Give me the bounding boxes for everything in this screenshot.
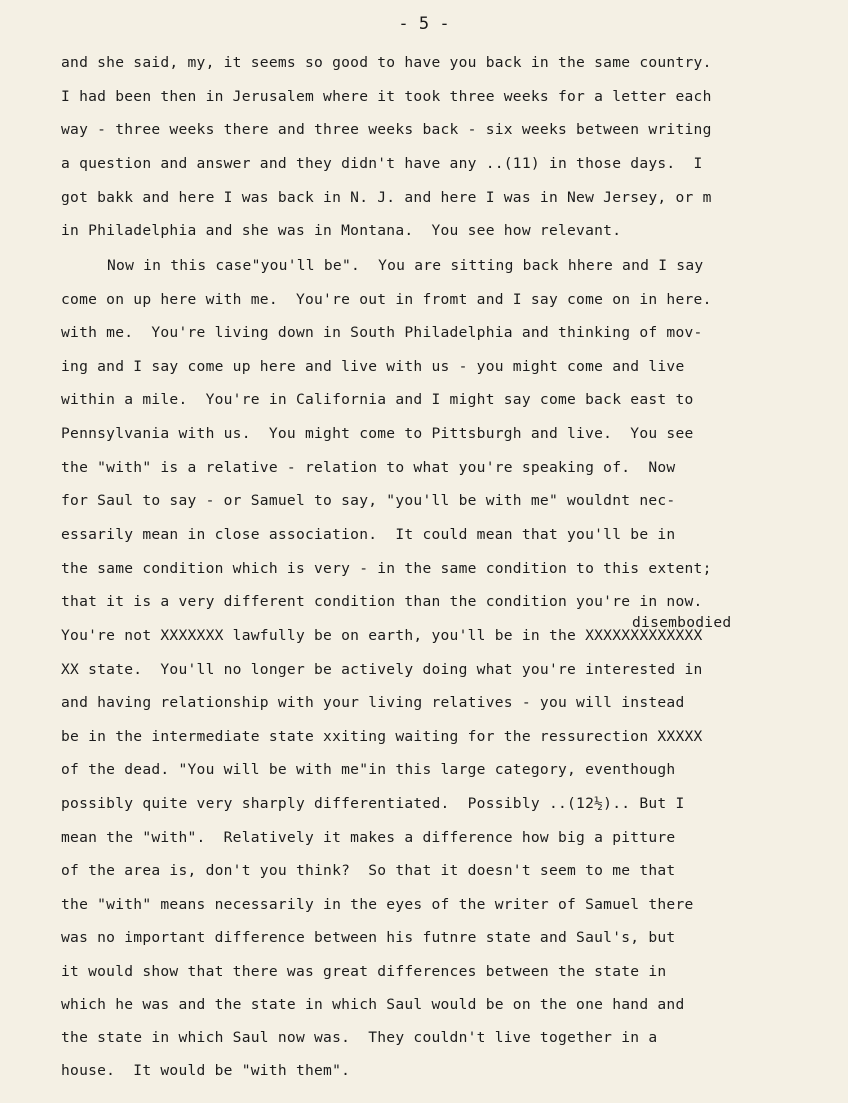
text-line: it would show that there was great differences between the state in (61, 963, 667, 980)
text-line: got bakk and here I was back in N. J. and here I was in New Jersey, or m (61, 189, 712, 206)
text-line: within a mile. You're in California and I might say come back east to (61, 391, 694, 408)
text-line: a question and answer and they didn't have any ..(11) in those days. I (61, 155, 703, 172)
text-line: possibly quite very sharply differentiated. Possibly ..(12½).. But I (61, 795, 685, 812)
text-line: house. It would be "with them". (61, 1062, 351, 1079)
text-line: in Philadelphia and she was in Montana. You see how relevant. (61, 222, 622, 239)
text-line: of the area is, don't you think? So that it doesn't seem to me that (61, 862, 676, 879)
text-line: the same condition which is very - in the same condition to this extent; (61, 560, 712, 577)
text-line: the "with" is a relative - relation to what you're speaking of. Now (61, 459, 676, 476)
text-line: of the dead. "You will be with me"in this large category, eventhough (61, 761, 676, 778)
text-line: and she said, my, it seems so good to have you back in the same country. (61, 54, 712, 71)
text-line: for Saul to say - or Samuel to say, "you'll be with me" wouldnt nec- (61, 492, 676, 509)
text-line: with me. You're living down in South Philadelphia and thinking of mov- (61, 324, 703, 341)
text-line: was no important difference between his futnre state and Saul's, but (61, 929, 676, 946)
text-line: that it is a very different condition than the condition you're in now. (61, 593, 703, 610)
text-line: Now in this case"you'll be". You are sitting back hhere and I say (107, 257, 704, 274)
text-line: essarily mean in close association. It could mean that you'll be in (61, 526, 676, 543)
text-line: ing and I say come up here and live with us - you might come and live (61, 358, 685, 375)
text-line: come on up here with me. You're out in fromt and I say come on in here. (61, 291, 712, 308)
text-line: which he was and the state in which Saul would be on the one hand and (61, 996, 685, 1013)
text-line: the state in which Saul now was. They couldn't live together in a (61, 1029, 658, 1046)
text-line: and having relationship with your living relatives - you will instead (61, 694, 685, 711)
text-line: the "with" means necessarily in the eyes of the writer of Samuel there (61, 896, 694, 913)
text-line: way - three weeks there and three weeks back - six weeks between writing (61, 121, 712, 138)
text-line: mean the "with". Relatively it makes a difference how big a pitture (61, 829, 676, 846)
page-number: - 5 - (398, 14, 450, 34)
interlinear-insertion: disembodied (632, 614, 732, 631)
text-line: XX state. You'll no longer be actively doing what you're interested in (61, 661, 703, 678)
text-line: be in the intermediate state xxiting waiting for the ressurection XXXXX (61, 728, 703, 745)
text-line: You're not XXXXXXX lawfully be on earth, you'll be in the XXXXXXXXXXXXX (61, 627, 703, 644)
text-line: I had been then in Jerusalem where it took three weeks for a letter each (61, 88, 712, 105)
text-line: Pennsylvania with us. You might come to Pittsburgh and live. You see (61, 425, 694, 442)
